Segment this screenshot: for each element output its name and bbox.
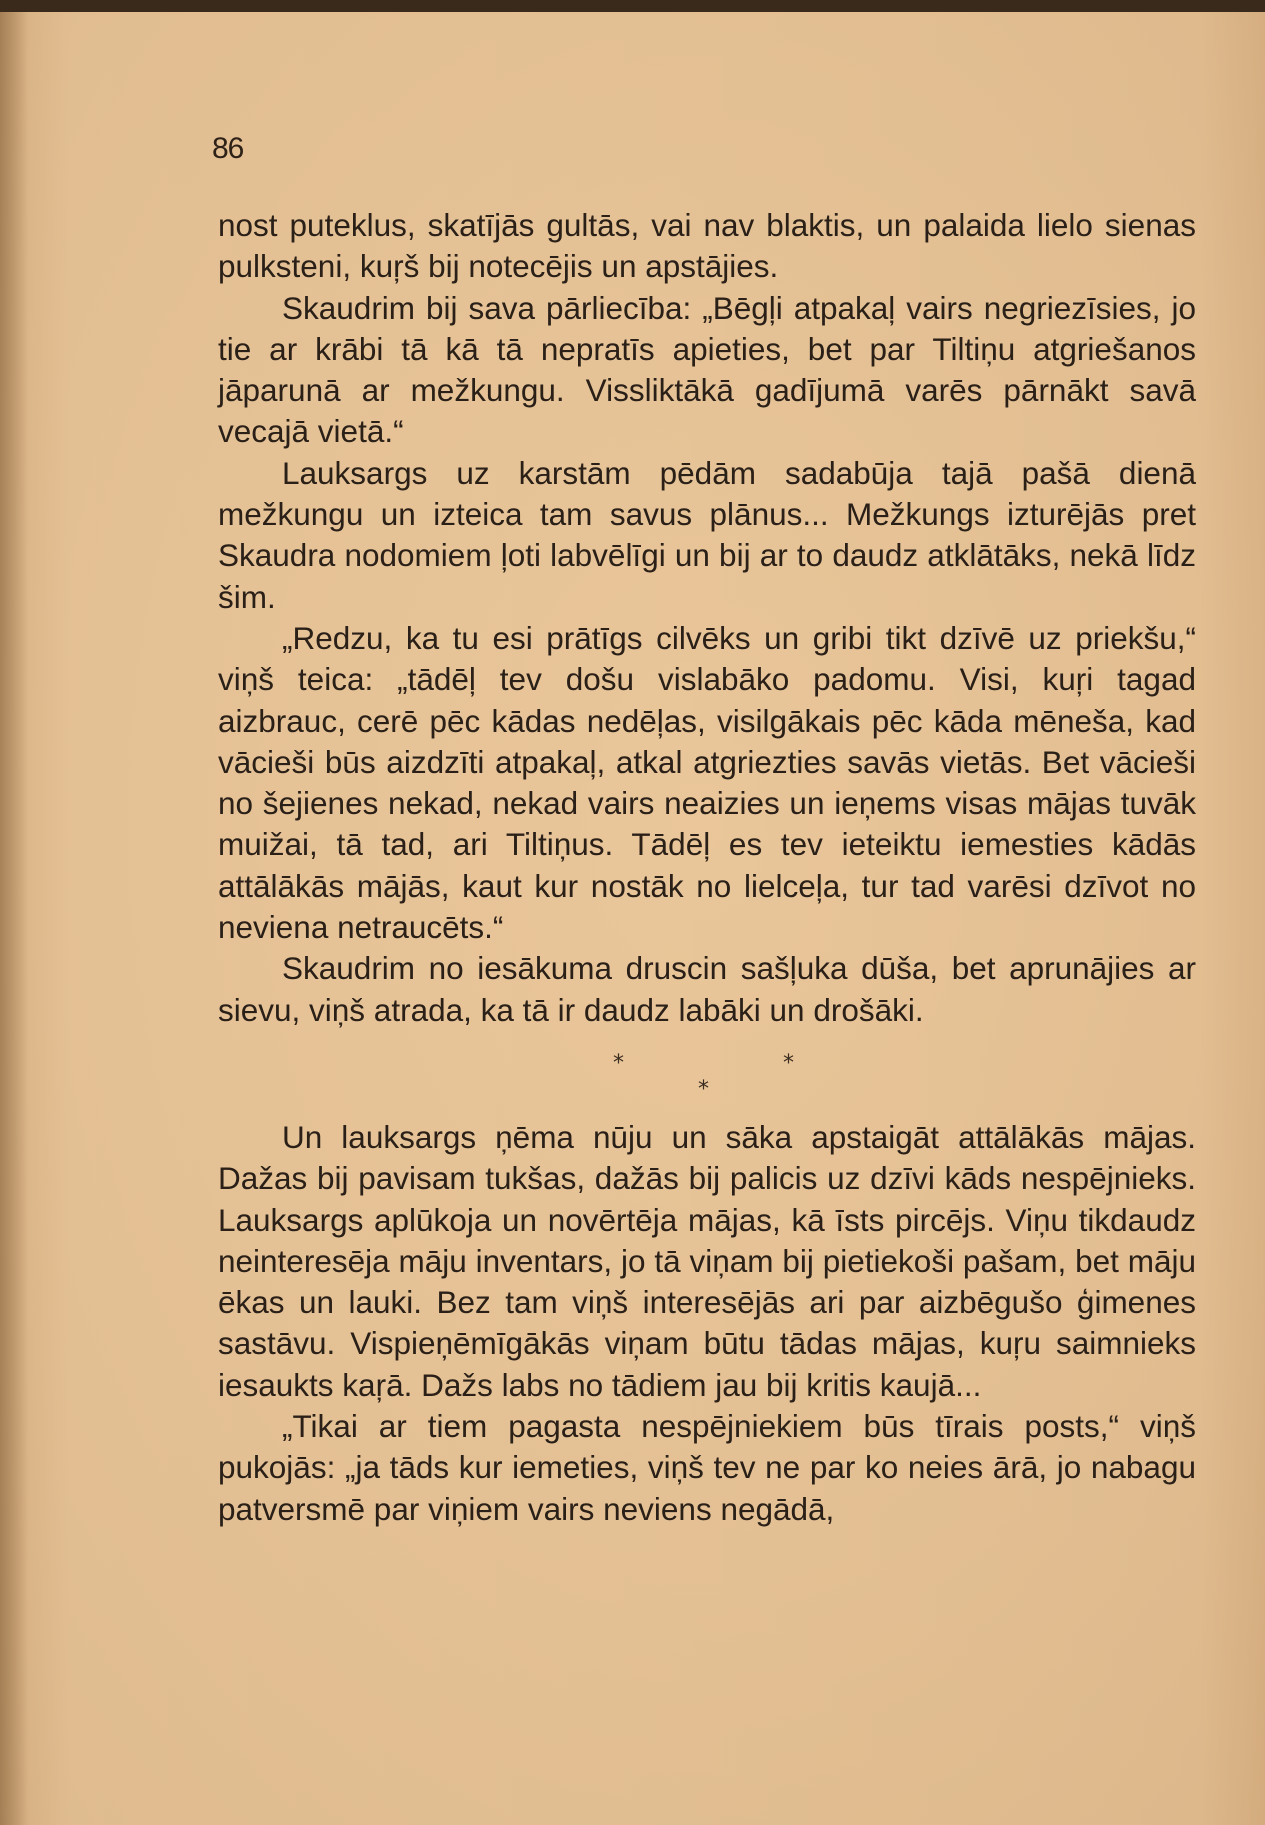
page-top-edge (0, 0, 1265, 12)
body-text (218, 205, 1196, 1530)
asterisk-ornament: * (613, 1050, 624, 1076)
paragraph: „Redzu, ka tu esi prātīgs cilvēks un gribi tikt dzīvē uz priekšu,“ viņš teica: „tādēļ tev došu vislabāko padomu. Visi, kuŗi tagad aizbrauc, cerē pēc kādas nedēļas, visilgākais pēc kāda mēneša, kad vācieši būs aizdzīti atpakaļ, atkal atgriezties savās vietās. Bet vācieši no šejienes nekad, nekad vairs neaizies un ieņems visas mājas tuvāk muižai, tā tad, ari Tiltiņus. Tādēļ es tev ieteiktu iemesties kādās attālākās mājās, kaut kur nostāk no lielceļa, tur tad varēsi dzīvot no neviena netraucēts.“ (218, 619, 1196, 946)
section-divider (218, 1031, 1196, 1117)
paragraph: Lauksargs uz karstām pēdām sadabūja tajā pašā dienā mežkungu un izteica tam savus plānus... Mežkungs izturējās pret Skaudra nodomiem ļoti labvēlīgi un bij ar to daudz atklātāks, nekā līdz šim. (218, 454, 1196, 615)
paragraph: „Tikai ar tiem pagasta nespējniekiem būs tīrais posts,“ viņš pukojās: „ja tāds kur iemeties, viņš tev ne par ko neies ārā, jo nabagu patversmē par viņiem vairs neviens negādā, (218, 1408, 1196, 1527)
paragraph: Skaudrim no iesākuma druscin sašļuka dūša, bet aprunājies ar sievu, viņš atrada, ka tā ir daudz labāki un drošāki. (218, 950, 1196, 1028)
paragraph: Skaudrim bij sava pārliecība: „Bēgļi atpakaļ vairs negriezīsies, jo tie ar krābi tā kā tā nepratīs apieties, bet par Tiltiņu atgriešanos jāparunā ar mežkungu. Vissliktākā gadījumā varēs pārnākt savā vecajā vietā.“ (218, 289, 1196, 450)
asterisk-ornament: * (698, 1076, 709, 1102)
spine-shadow (0, 12, 28, 1825)
asterisk-ornament: * (783, 1050, 794, 1076)
page-number: 86 (212, 132, 244, 165)
paragraph: nost puteklus, skatījās gultās, vai nav blaktis, un palaida lielo sienas pulksteni, kuŗš bij notecējis un apstājies. (218, 207, 1196, 285)
paragraph: Un lauksargs ņēma nūju un sāka apstaigāt attālākās mājas. Dažas bij pavisam tukšas, dažās bij palicis uz dzīvi kāds nespējnieks. Lauksargs aplūkoja un novērtēja mājas, kā īsts pircējs. Viņu tikdaudz neinteresēja māju inventars, jo tā viņam bij pietiekoši pašam, bet māju ēkas un lauki. Bez tam viņš interesējās ari par aizbēgušo ģimenes sastāvu. Vispieņēmīgākās viņam būtu tādas mājas, kuŗu saimnieks iesaukts kaŗā. Dažs labs no tādiem jau bij kritis kaujā... (218, 1118, 1196, 1403)
